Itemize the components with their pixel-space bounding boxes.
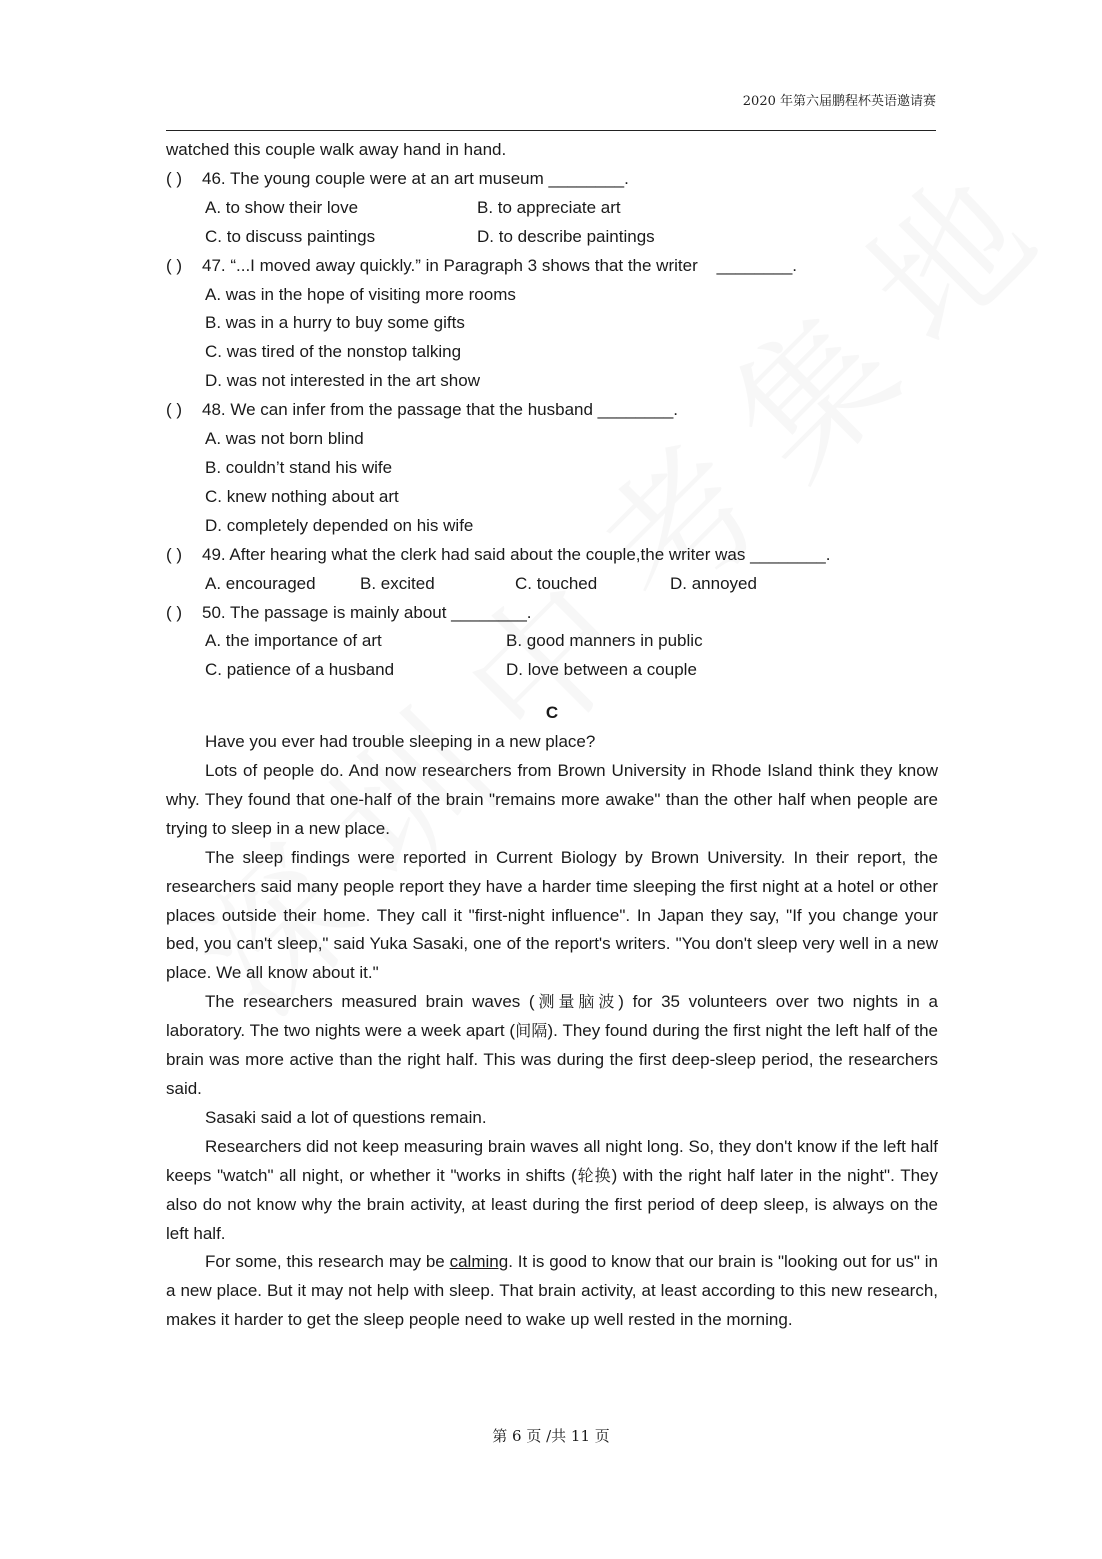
paragraph-text: For some, this research may be <box>205 1252 450 1272</box>
option-a: A. was in the hope of visiting more rooms <box>205 284 516 304</box>
answer-blank: ( ) <box>166 168 183 188</box>
answer-blank: ( ) <box>166 255 183 275</box>
question-stem: 48. We can infer from the passage that the husband ________. <box>202 400 679 420</box>
question-50 <box>166 599 938 628</box>
option-b: B. excited <box>360 573 435 593</box>
options-row <box>166 627 938 656</box>
paragraph-3: The sleep findings were reported in Current Biology by Brown University. In their report, the researchers said many people report they have a harder time sleeping the first night at a hotel or other places outside their home. They call it "first-night influence". In Japan they say, "If you change your bed, you can't sleep," said Yuka Sasaki, one of the report's writers. "You don't sleep very well in a new place. We all know about it." <box>166 847 938 983</box>
paragraph-text: The researchers measured brain waves ( <box>205 992 535 1012</box>
options-row <box>166 194 938 223</box>
option-a: A. was not born blind <box>205 429 364 449</box>
option-d: D. completely depended on his wife <box>205 515 474 535</box>
option-c: C. touched <box>515 573 598 593</box>
paragraph-text: ) with the right half later in the night". They also do not know why the brain activity, at least during the first period of deep sleep, is always on the left half. <box>166 1165 938 1243</box>
paragraph-text: . It is good to know that our brain is "looking out for us" in a new place. But it may not help with sleep. That brain activity, at least according to this new research, makes it harder to get the sleep people need to wake up well rested in the morning. <box>166 1252 938 1330</box>
chinese-gloss: 测量脑波 <box>534 992 619 1012</box>
option-d: D. annoyed <box>670 573 757 593</box>
option-b: B. couldn’t stand his wife <box>205 457 393 477</box>
option-c: C. knew nothing about art <box>205 486 399 506</box>
paragraph-text: ) for 35 volunteers over two nights in a laboratory. The two nights were a week apart ( <box>166 992 938 1041</box>
option-d: D. was not interested in the art show <box>205 371 480 391</box>
option-a: A. the importance of art <box>205 631 382 651</box>
option-b: B. to appreciate art <box>477 197 621 217</box>
options-row <box>166 656 938 685</box>
question-48 <box>166 396 938 425</box>
answer-blank: ( ) <box>166 544 183 564</box>
paragraph-7 <box>166 1248 938 1335</box>
options-row <box>166 223 938 252</box>
question-stem: 46. The young couple were at an art museum ________. <box>202 168 629 188</box>
answer-blank: ( ) <box>166 400 183 420</box>
chinese-gloss: 轮换 <box>576 1165 612 1185</box>
paragraph-2: Lots of people do. And now researchers from Brown University in Rhode Island think they know why. They found that one-half of the brain "remains more awake" than the other half when people are trying to sleep in a new place. <box>166 761 938 838</box>
option-b: B. good manners in public <box>506 631 703 651</box>
paragraph-6 <box>166 1133 938 1249</box>
paragraph-text: Researchers did not keep measuring brain waves all night long. So, they don't know if the left half keeps "watch" all night, or whether it "works in shifts ( <box>166 1136 938 1185</box>
paragraph-5: Sasaki said a lot of questions remain. <box>205 1107 487 1127</box>
option-b: B. was in a hurry to buy some gifts <box>205 313 465 333</box>
option-d: D. love between a couple <box>506 660 697 680</box>
paragraph-4 <box>166 988 938 1104</box>
paragraph-text: ). They found during the first night the left half of the brain was more active than the right half. This was during the first deep-sleep period, the researchers said. <box>166 1021 938 1098</box>
page-content <box>166 136 938 1335</box>
intro-line: watched this couple walk away hand in hand. <box>166 140 507 159</box>
header-title: 2020 年第六届鹏程杯英语邀请赛 <box>742 94 936 109</box>
option-c: C. was tired of the nonstop talking <box>205 342 462 362</box>
option-c: C. patience of a husband <box>205 660 395 680</box>
question-stem: 49. After hearing what the clerk had said about the couple,the writer was ________. <box>202 544 831 564</box>
paragraph-1: Have you ever had trouble sleeping in a new place? <box>205 732 596 752</box>
answer-blank: ( ) <box>166 602 183 622</box>
question-stem: 50. The passage is mainly about ________. <box>202 602 532 622</box>
page-number: 第 6 页 /共 11 页 <box>492 1427 610 1445</box>
question-49 <box>166 541 938 570</box>
question-46 <box>166 165 938 194</box>
chinese-gloss: 间隔 <box>515 1021 548 1041</box>
option-c: C. to discuss paintings <box>205 226 376 246</box>
options-row <box>166 570 938 599</box>
option-a: A. to show their love <box>205 197 359 217</box>
section-title: C <box>545 703 559 723</box>
question-47 <box>166 252 938 281</box>
question-stem: 47. “...I moved away quickly.” in Paragraph 3 shows that the writer ________. <box>202 255 797 275</box>
option-a: A. encouraged <box>205 573 316 593</box>
option-d: D. to describe paintings <box>477 226 655 246</box>
underlined-word: calming <box>449 1252 509 1272</box>
header-rule <box>166 130 936 131</box>
